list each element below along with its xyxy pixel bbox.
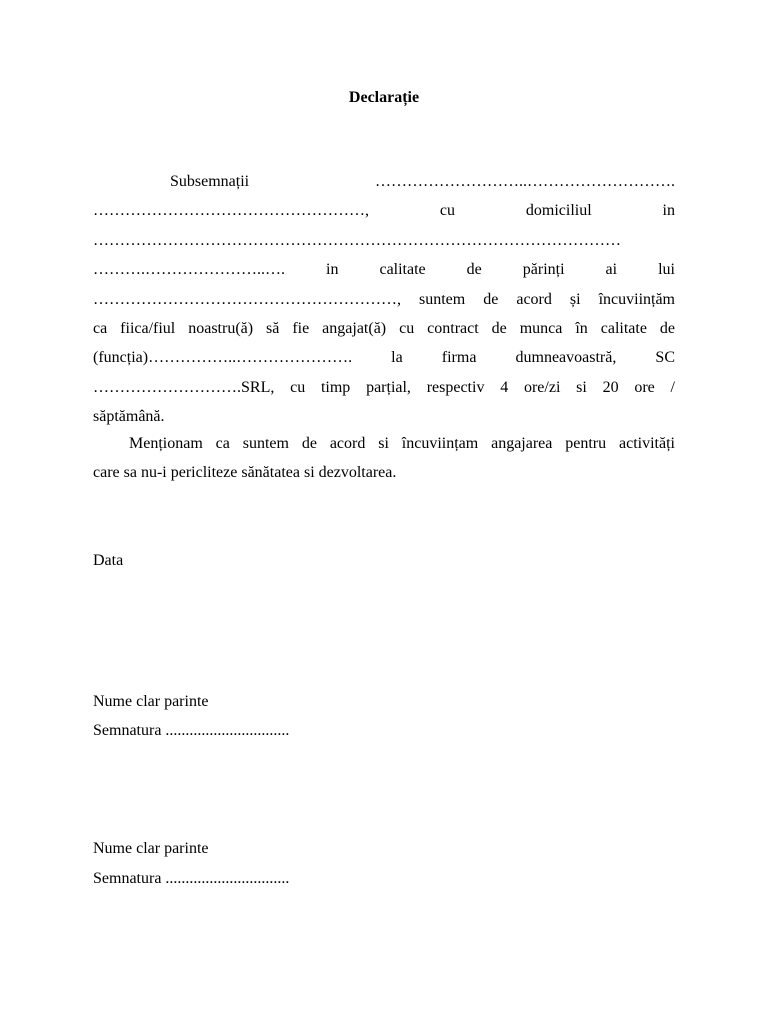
paragraph-line: ……………………….SRL, cu timp parțial, respectiv 4 ore/zi si 20 ore /	[93, 378, 675, 396]
paragraph-line: săptămână.	[93, 408, 165, 426]
parent-name-label: Nume clar parinte	[93, 840, 209, 857]
paragraph-line: Menționam ca suntem de acord si încuviințam angajarea pentru activități	[129, 435, 675, 452]
date-label: Data	[93, 552, 124, 569]
mention-paragraph	[93, 429, 675, 488]
declaration-paragraph	[93, 167, 675, 432]
paragraph-line: ………………………………………………………………………………………	[93, 231, 621, 249]
signature-line: Semnatura ...............................	[93, 722, 290, 739]
paragraph-line: ……………………………………………, cu domiciliul in	[93, 202, 675, 220]
paragraph-line: (funcția)……………..…………………. la firma dumneavoastră, SC	[93, 349, 675, 367]
paragraph-line: ……….…………………..…. in calitate de părinți ai lui	[93, 261, 675, 279]
parent-name-label: Nume clar parinte	[93, 693, 209, 710]
document-title: Declarație	[348, 89, 420, 106]
paragraph-line: Subsemnații ………………………..……………………….	[170, 173, 675, 190]
signature-line: Semnatura ...............................	[93, 870, 290, 887]
paragraph-line: care sa nu-i pericliteze sănătatea si dezvoltarea.	[93, 464, 397, 482]
paragraph-line: ca fiica/fiul noastru(ă) să fie angajat(ă) cu contract de munca în calitate de	[93, 319, 675, 337]
paragraph-line: …………………………………………………, suntem de acord și încuviințăm	[93, 290, 675, 308]
